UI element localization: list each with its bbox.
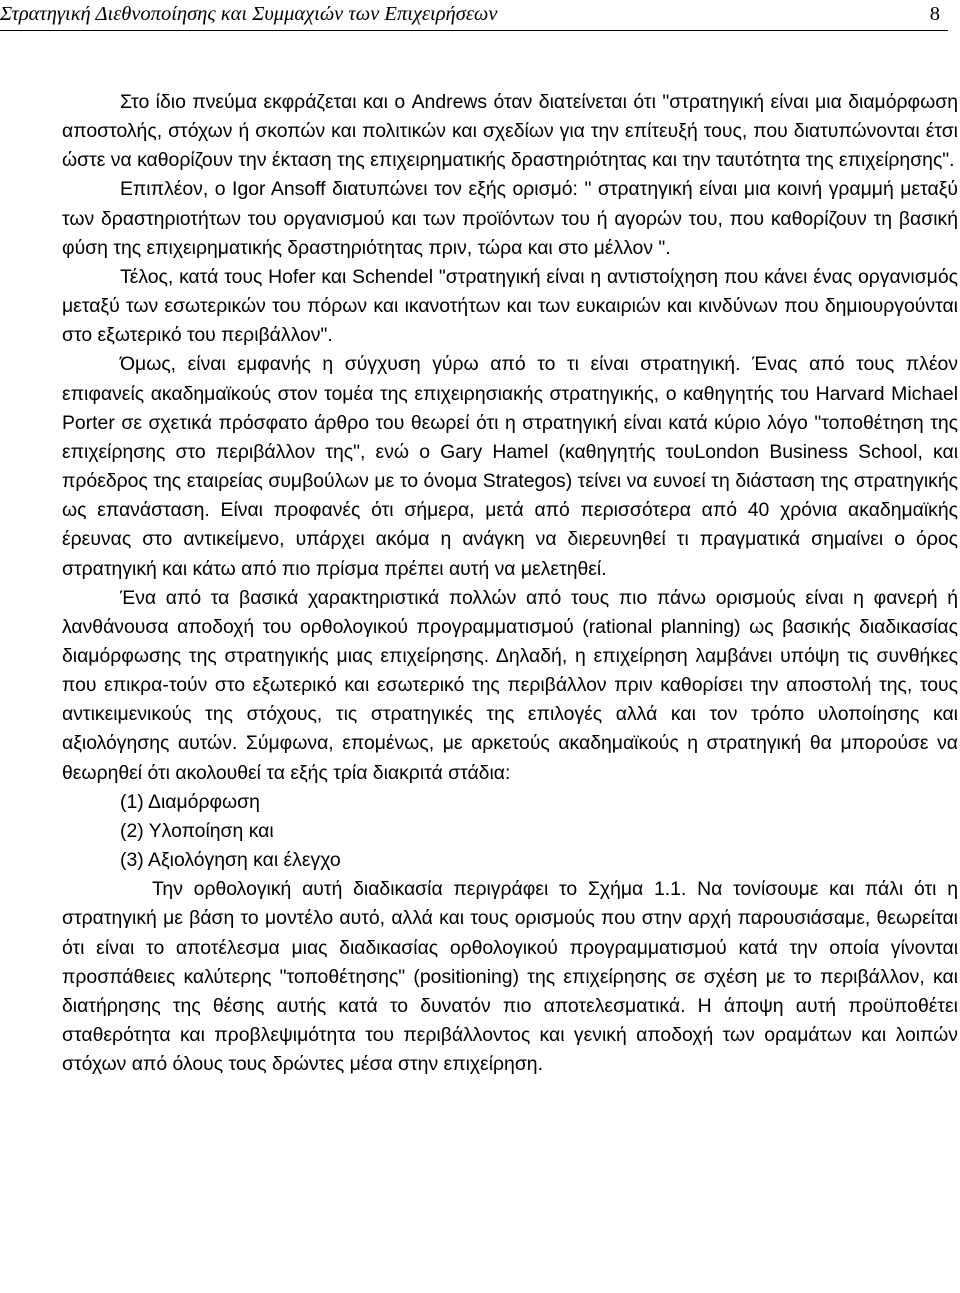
page-number: 8 <box>929 3 940 25</box>
paragraph-closing: Την ορθολογική αυτή διαδικασία περιγράφει το Σχήμα 1.1. Να τονίσουμε και πάλι ότι η στρατηγική με βάση το μοντέλο αυτό, αλλά και τους ορισμούς που στην αρχή παρουσιάσαμε, θεωρείται ότι είναι το αποτέλεσμα μιας διαδικασίας ορθολογικού προγραμματισμού κατά την οποία γίνονται προσπάθειες καλύτερης "τοποθέτησης" (positioning) της επιχείρησης σε σχέση με το περιβάλλον, και διατήρησης της θέσης αυτής κατά το δυνατόν πιο αποτελεσματικά. Η άποψη αυτή προϋποθέτει σταθερότητα και προβλεψιμότητα του περιβάλλοντος και γενική αποδοχή των οραμάτων και λοιπών στόχων από όλους τους δρώντες μέσα στην επιχείρηση. <box>62 878 958 1076</box>
document-body <box>62 88 958 1079</box>
running-title: Στρατηγική Διεθνοποίησης και Συμμαχιών των Επιχειρήσεων <box>0 3 498 25</box>
paragraph-hofer-schendel: Τέλος, κατά τους Hofer και Schendel "στρατηγική είναι η αντιστοίχηση που κάνει ένας οργανισμός μεταξύ των εσωτερικών του πόρων και ικανοτήτων και των ευκαιριών και κινδύνων που δημιουργούνται στο εξωτερικό του περιβάλλον". <box>62 265 958 347</box>
paragraph-andrews: Στο ίδιο πνεύμα εκφράζεται και ο Andrews όταν διατείνεται ότι "στρατηγική είναι μια διαμόρφωση αποστολής, στόχων ή σκοπών και πολιτικών και σχεδίων για την επίτευξή τους, που διατυπώνονται έτσι ώστε να καθορίζουν την έκταση της επιχειρηματικής δραστηριότητας και την ταυτότητα της επιχείρησης". <box>62 91 958 172</box>
paragraph-ansoff: Επιπλέον, ο Igor Ansoff διατυπώνει τον εξής ορισμό: " στρατηγική είναι μια κοινή γραμμή μεταξύ των δραστηριοτήτων του οργανισμού και των προϊόντων του ή αγορών του, που καθορίζουν τη βασική φύση της επιχειρηματικής δραστηριότητας πριν, τώρα και στο μέλλον ". <box>62 178 958 259</box>
list-item-implementation: (2) Υλοποίηση και <box>120 819 274 842</box>
page-header <box>0 0 948 31</box>
list-item-formulation: (1) Διαμόρφωση <box>120 790 260 813</box>
paragraph-confusion: Όμως, είναι εμφανής η σύγχυση γύρω από το τι είναι στρατηγική. Ένας από τους πλέον επιφανείς ακαδημαϊκούς στον τομέα της επιχειρησιακής στρατηγικής, ο καθηγητής του Harvard Michael Porter σε σχετικά πρόσφατο άρθρο του θεωρεί ότι η στρατηγική είναι κατά κύριο λόγο "τοποθέτηση της επιχείρησης στο περιβάλλον της", ενώ ο Gary Hamel (καθηγητής τουLondon Business School, και πρόεδρος της εταιρείας συμβούλων με το όνομα Strategos) τείνει να ευνοεί τη διάσταση της στρατηγικής ως επανάσταση. Είναι προφανές ότι σήμερα, μετά από περισσότερα από 40 χρόνια ακαδημαϊκής έρευνας στο αντικείμενο, υπάρχει ακόμα η ανάγκη να διερευνηθεί τι πραγματικά σημαίνει ο όρος στρατηγική και κάτω από πιο πρίσμα πρέπει αυτή να μελετηθεί. <box>62 353 958 580</box>
paragraph-rational-planning: Ένα από τα βασικά χαρακτηριστικά πολλών από τους πιο πάνω ορισμούς είναι η φανερή ή λανθάνουσα αποδοχή του ορθολογικού προγραμματισμού (rational planning) ως βασικής διαδικασίας διαμόρφωσης της στρατηγικής μιας επιχείρησης. Δηλαδή, η επιχείρηση λαμβάνει υπόψη τις συνθήκες που επικρα-τούν στο εξωτερικό και εσωτερικό της περιβάλλον πριν καθορίσει την αποστολή της, τους αντικειμενικούς της στόχους, τις στρατηγικές της επιλογές αλλά και τον τρόπο υλοποίησης και αξιολόγησης αυτών. Σύμφωνα, επομένως, με αρκετούς ακαδημαϊκούς η στρατηγική θα μπορούσε να θεωρηθεί ότι ακολουθεί τα εξής τρία διακριτά στάδια: <box>62 586 958 784</box>
list-item-evaluation: (3) Αξιολόγηση και έλεγχο <box>120 849 341 872</box>
